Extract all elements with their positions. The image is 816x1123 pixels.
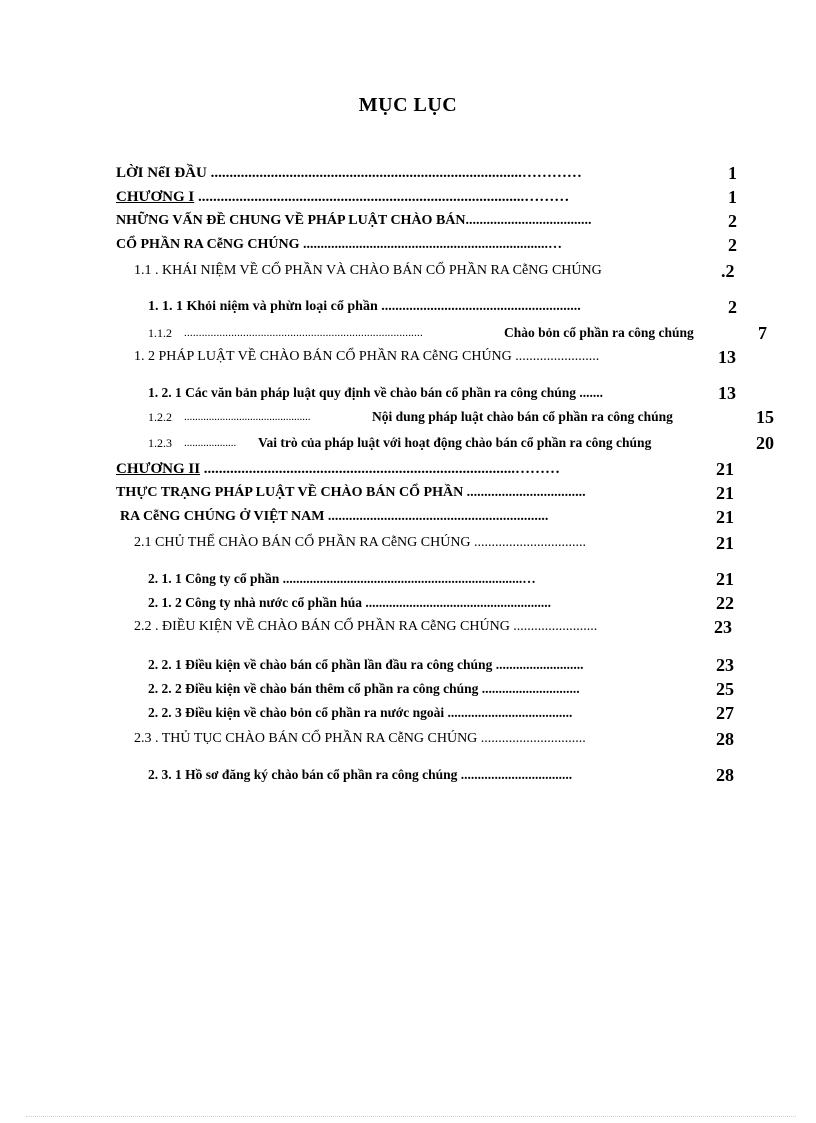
toc-entry-page: 27 <box>716 703 734 723</box>
toc-leader-dots: ................... <box>184 437 237 449</box>
toc-entry-label <box>116 186 569 208</box>
toc-entry-label: Chào bỏn cổ phần ra công chúng <box>504 325 694 340</box>
toc-entry[interactable] <box>148 702 766 724</box>
toc-entry-label: 2. 3. 1 Hồ sơ đăng ký chào bán cổ phần ra công chúng ................................. <box>148 767 573 782</box>
toc-entry[interactable] <box>116 186 746 208</box>
toc-entry-page: 2 <box>728 211 737 231</box>
toc-entry[interactable] <box>148 764 766 786</box>
toc-entry-label: 2.1 CHỦ THỂ CHÀO BÁN CỔ PHẦN RA CễNG CHÚNG ................................ <box>134 535 587 550</box>
toc-entry-label: 2. 1. 1 Công ty cổ phần .......................................................................… <box>148 571 536 586</box>
toc-entry-page: 21 <box>716 533 734 553</box>
toc-entry-label: 1. 2. 1 Các văn bản pháp luật quy định về chào bán cổ phần ra công chúng ....... <box>148 385 603 400</box>
toc-entry-page: 1 <box>728 163 737 183</box>
toc-entry[interactable] <box>148 568 766 590</box>
toc-entry-page: .2 <box>721 261 735 281</box>
toc-entry-label: 2. 1. 2 Công ty nhà nước cổ phần húa ....................................................... <box>148 595 552 610</box>
toc-entry[interactable] <box>116 458 766 480</box>
toc-entry-page: 1 <box>728 187 737 207</box>
toc-leader-dots: ................................................................................. <box>184 327 423 339</box>
toc-entry-page: 23 <box>714 617 732 637</box>
toc-entry[interactable] <box>116 234 746 256</box>
toc-entry-label: 2.3 . THỦ TỤC CHÀO BÁN CỔ PHẦN RA CễNG CHÚNG .............................. <box>134 731 586 746</box>
toc-entry-page: 21 <box>716 507 734 527</box>
toc-entry-page: 23 <box>716 655 734 675</box>
toc-leader-dots: .......................................................................................……… <box>194 189 570 205</box>
toc-entry-page: 20 <box>756 433 774 453</box>
toc-entry[interactable] <box>148 382 746 404</box>
toc-entry-page: 15 <box>756 407 774 427</box>
toc-entry-label: 2. 2. 3 Điều kiện về chào bỏn cổ phần ra nước ngoài ..................................... <box>148 705 573 720</box>
toc-entry-page: 28 <box>716 765 734 785</box>
toc-entry[interactable] <box>148 678 766 700</box>
toc-entry[interactable] <box>134 532 766 554</box>
toc-entry-label: 1. 1. 1 Khỏi niệm và phừn loại cổ phần ......................................................... <box>148 299 581 314</box>
toc-entry-label <box>116 458 560 480</box>
toc-entry[interactable] <box>120 506 766 528</box>
toc-entry[interactable] <box>116 210 746 232</box>
toc-entry[interactable] <box>148 432 788 454</box>
toc-entry[interactable] <box>148 654 766 676</box>
toc-entry[interactable] <box>134 260 746 282</box>
toc-entry-label: Nội dung pháp luật chào bán cổ phần ra công chúng <box>372 409 673 424</box>
toc-entry[interactable] <box>148 322 778 344</box>
toc-entry-number: 1.1.2 <box>148 326 172 340</box>
toc-entry-label: NHỮNG VẤN ĐỀ CHUNG VỀ PHÁP LUẬT CHÀO BÁN.................................... <box>116 213 592 228</box>
toc-entry[interactable] <box>116 162 746 184</box>
toc-entry-page: 7 <box>758 323 767 343</box>
toc-entry-page: 21 <box>716 569 734 589</box>
toc-entry-page: 21 <box>716 459 734 479</box>
toc-entry-page: 21 <box>716 483 734 503</box>
toc-entry[interactable] <box>116 482 766 504</box>
toc-leader-dots: .............................................. <box>184 411 311 423</box>
toc-entry-number: 1.2.2 <box>148 410 172 424</box>
toc-entry-label: 1.1 . KHÁI NIỆM VỀ CỔ PHẦN VÀ CHÀO BÁN CỔ PHẦN RA CễNG CHÚNG <box>134 263 602 278</box>
chapter-heading-link[interactable]: CHƯƠNG II <box>116 461 201 477</box>
chapter-heading-link[interactable]: CHƯƠNG I <box>116 189 195 205</box>
toc-entry[interactable] <box>148 296 746 318</box>
toc-leader-dots: ...................................................................................……… <box>200 461 561 477</box>
toc-entry-label: 1. 2 PHÁP LUẬT VỀ CHÀO BÁN CỔ PHẦN RA CễNG CHÚNG ........................ <box>134 349 600 364</box>
toc-entry-page: 25 <box>716 679 734 699</box>
toc-entry-page: 28 <box>716 729 734 749</box>
toc-entry-page: 22 <box>716 593 734 613</box>
toc-entry-label: THỰC TRẠNG PHÁP LUẬT VỀ CHÀO BÁN CỔ PHẦN .................................. <box>116 485 586 500</box>
toc-entry-label: RA CễNG CHÚNG Ở VIỆT NAM ............................................................... <box>120 509 549 524</box>
toc-entry[interactable] <box>134 346 746 368</box>
toc-entry-page: 13 <box>718 383 736 403</box>
page-bottom-divider <box>26 1116 796 1117</box>
toc-entry-page: 2 <box>728 297 737 317</box>
toc-entry-label: 2.2 . ĐIỀU KIỆN VỀ CHÀO BÁN CỔ PHẦN RA CễNG CHÚNG ........................ <box>134 619 598 634</box>
toc-entry-page: 2 <box>728 235 737 255</box>
toc-entry-label: LỜI NểI ĐẦU ...................................................................................………… <box>116 165 582 181</box>
toc-entry[interactable] <box>134 728 766 750</box>
toc-entry[interactable] <box>134 616 766 638</box>
page-title: MỤC LỤC <box>358 94 458 116</box>
toc-entry-label: CỔ PHẦN RA CễNG CHÚNG ......................................................................… <box>116 237 563 252</box>
toc-entry-label: 2. 2. 2 Điều kiện về chào bán thêm cổ phần ra công chúng ............................. <box>148 681 580 696</box>
toc-entry[interactable] <box>148 406 788 428</box>
toc-entry-label: Vai trò của pháp luật với hoạt động chào bán cổ phần ra công chúng <box>258 435 652 450</box>
toc-entry-number: 1.2.3 <box>148 436 172 450</box>
toc-entry-page: 13 <box>718 347 736 367</box>
toc-entry[interactable] <box>148 592 766 614</box>
toc-entry-label: 2. 2. 1 Điều kiện về chào bán cổ phần lần đầu ra công chúng .......................... <box>148 657 584 672</box>
